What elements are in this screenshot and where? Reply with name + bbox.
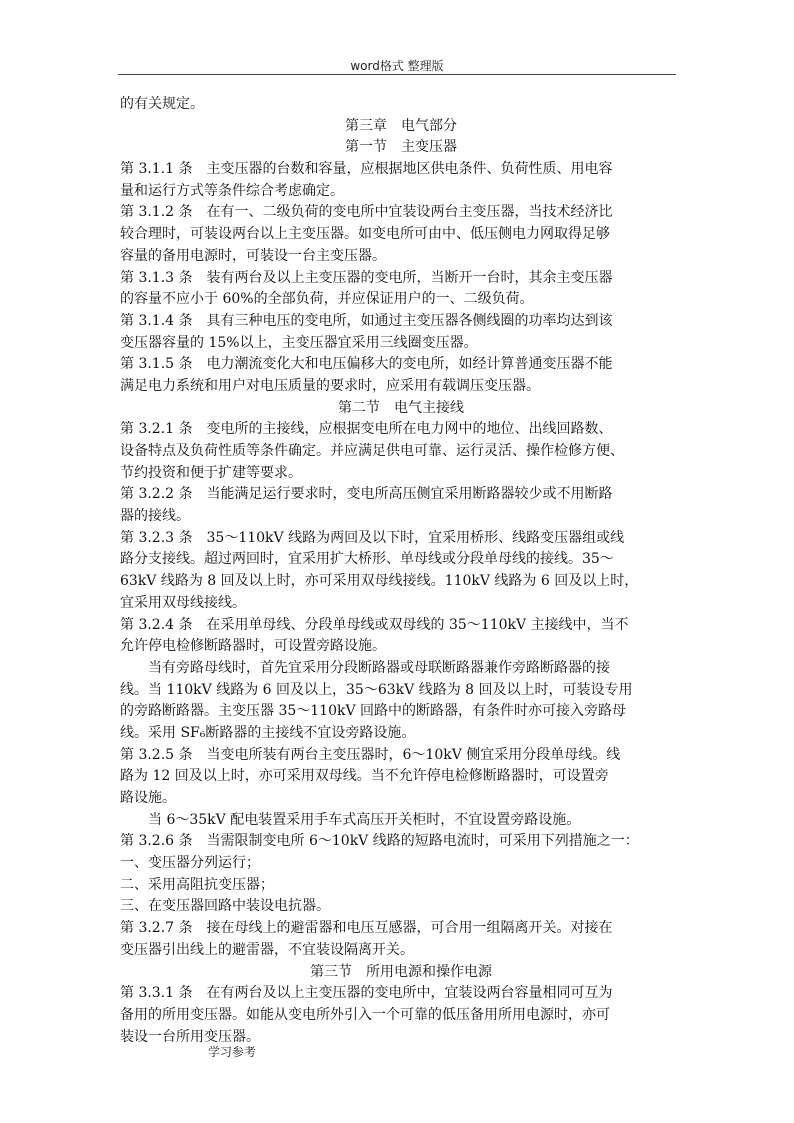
text-line: 63kV 线路为 8 回及以上时，亦可采用双母线接线。110kV 线路为 6 回及以上时， <box>120 573 639 590</box>
text-line: 容量的备用电源时，可装设一台主变压器。 <box>120 247 386 264</box>
section-heading: 第二节 电气主接线 <box>338 399 464 416</box>
text-line: 备用的所用变压器。如能从变电所外引入一个可靠的低压备用所用电源时，亦可 <box>120 1006 610 1023</box>
text-line: 装设一台所用变压器。 <box>120 1028 260 1045</box>
text-line: 器的接线。 <box>120 508 190 525</box>
text-line: 设备特点及负荷性质等条件确定。并应满足供电可靠、运行灵活、操作检修方便、 <box>120 443 624 459</box>
text-line: 变压器容量的 15%以上，主变压器宜采用三线圈变压器。 <box>120 334 478 351</box>
text-line: 较合理时，可装设两台以上主变压器。如变电所可由中、低压侧电力网取得足够 <box>120 226 610 243</box>
text-line: 的旁路断路器。主变压器 35～110kV 回路中的断路器，有条件时亦可接入旁路母 <box>120 703 627 720</box>
text-line: 第 3.2.4 条 在采用单母线、分段单母线或双母线的 35～110kV 主接线中，当不 <box>120 616 629 633</box>
text-line: 宜采用双母线接线。 <box>120 594 246 611</box>
text-line: 的容量不应小于 60%的全部负荷，并应保证用户的一、二级负荷。 <box>120 291 534 308</box>
text-line: 第 3.2.5 条 当变电所装有两台主变压器时，6～10kV 侧宜采用分段单母线。线 <box>120 746 621 763</box>
text-line: 的有关规定。 <box>120 96 204 112</box>
text-line: 二、采用高阻抗变压器； <box>120 876 274 893</box>
text-line: 第 3.1.2 条 在有一、二级负荷的变电所中宜装设两台主变压器，当技术经济比 <box>120 204 613 221</box>
text-line: 第 3.1.3 条 装有两台及以上主变压器的变电所，当断开一台时，其余主变压器 <box>120 269 613 286</box>
page-footer: 学习参考 <box>208 1045 257 1059</box>
text-line: 路分支接线。超过两回时，宜采用扩大桥形、单母线或分段单母线的接线。35～ <box>120 551 614 568</box>
document-body <box>120 94 682 1048</box>
text-line: 第 3.1.5 条 电力潮流变化大和电压偏移大的变电所，如经计算普通变压器不能 <box>120 356 613 373</box>
section-heading: 第三章 电气部分 <box>345 117 457 134</box>
text-line: 变压器引出线上的避雷器，不宜装设隔离开关。 <box>120 941 414 958</box>
text-line: 三、在变压器回路中装设电抗器。 <box>120 898 330 915</box>
page-header: word格式 整理版 <box>350 59 444 73</box>
text-line: 线。采用 SF₆断路器的主接线不宜设旁路设施。 <box>120 724 416 741</box>
text-line: 第 3.3.1 条 在有两台及以上主变压器的变电所中，宜装设两台容量相同可互为 <box>120 985 613 1002</box>
text-line: 第 3.1.4 条 具有三种电压的变电所，如通过主变压器各侧线圈的功率均达到该 <box>120 312 613 329</box>
text-line: 第 3.2.1 条 变电所的主接线，应根据变电所在电力网中的地位、出线回路数、 <box>120 421 613 438</box>
section-heading: 第三节 所用电源和操作电源 <box>310 963 492 980</box>
text-line: 一、变压器分列运行； <box>120 855 260 872</box>
section-heading: 第一节 主变压器 <box>345 139 457 156</box>
text-line: 第 3.2.2 条 当能满足运行要求时，变电所高压侧宜采用断路器较少或不用断路 <box>120 486 613 503</box>
text-line: 路为 12 回及以上时，亦可采用双母线。当不允许停电检修断路器时，可设置旁 <box>120 768 609 785</box>
text-line: 线。当 110kV 线路为 6 回及以上，35～63kV 线路为 8 回及以上时，可装设专用 <box>120 681 633 698</box>
text-line: 当 6～35kV 配电装置采用手车式高压开关柜时，不宜设置旁路设施。 <box>148 811 581 828</box>
text-line: 第 3.2.6 条 当需限制变电所 6～10kV 线路的短路电流时，可采用下列措施之一： <box>120 833 639 850</box>
text-line: 当有旁路母线时，首先宜采用分段断路器或母联断路器兼作旁路断路器的接 <box>148 659 610 676</box>
text-line: 第 3.2.3 条 35～110kV 线路为两回及以下时，宜采用桥形、线路变压器组或线 <box>120 529 625 546</box>
text-line: 路设施。 <box>120 790 176 806</box>
text-line: 第 3.2.7 条 接在母线上的避雷器和电压互感器，可合用一组隔离开关。对接在 <box>120 920 613 937</box>
header-divider <box>118 74 676 75</box>
text-line: 允许停电检修断路器时，可设置旁路设施。 <box>120 638 386 655</box>
text-line: 量和运行方式等条件综合考虑确定。 <box>120 182 344 199</box>
text-line: 满足电力系统和用户对电压质量的要求时，应采用有载调压变压器。 <box>120 377 540 394</box>
text-line: 节约投资和便于扩建等要求。 <box>120 464 302 481</box>
text-line: 第 3.1.1 条 主变压器的台数和容量，应根据地区供电条件、负荷性质、用电容 <box>120 161 613 178</box>
